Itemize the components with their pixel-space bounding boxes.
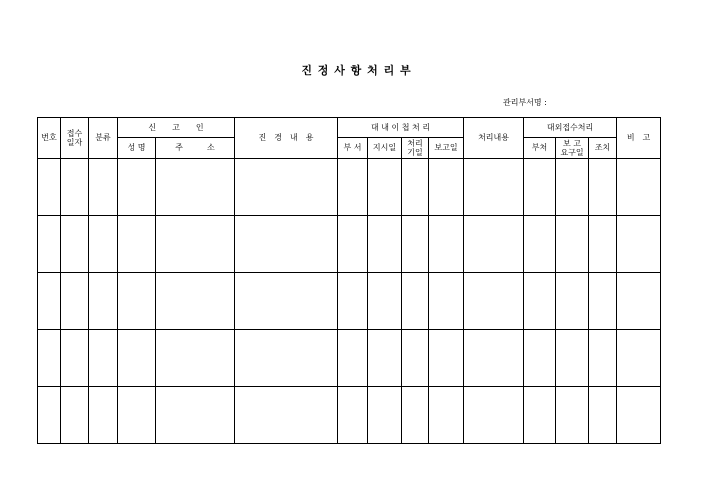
header-report-date: 보고일 [429,138,464,159]
table-cell[interactable] [235,330,338,387]
table-cell[interactable] [89,273,118,330]
header-received-date: 접수일자 [61,118,89,159]
table-cell[interactable] [589,330,617,387]
header-report-request-date: 보 고 요구일 [556,138,589,159]
table-cell[interactable] [118,273,156,330]
table-cell[interactable] [402,159,429,216]
table-cell[interactable] [617,216,661,273]
table-cell[interactable] [338,216,368,273]
table-cell[interactable] [556,159,589,216]
header-deadline: 처리기일 [402,138,429,159]
table-cell[interactable] [61,159,89,216]
table-cell[interactable] [429,387,464,444]
table-cell[interactable] [402,216,429,273]
document-title: 진 정 사 항 처 리 부 [301,64,412,77]
table-cell[interactable] [464,330,524,387]
table-cell[interactable] [89,216,118,273]
table-cell[interactable] [118,216,156,273]
table-cell[interactable] [402,387,429,444]
table-cell[interactable] [89,159,118,216]
table-cell[interactable] [617,387,661,444]
table-cell[interactable] [61,387,89,444]
header-reporter: 신 고 인 [118,118,235,138]
table-cell[interactable] [556,216,589,273]
table-row [38,330,661,387]
table-cell[interactable] [524,387,556,444]
table-cell[interactable] [429,330,464,387]
table-cell[interactable] [429,159,464,216]
table-cell[interactable] [589,273,617,330]
table-cell[interactable] [589,387,617,444]
table-cell[interactable] [556,330,589,387]
table-cell[interactable] [368,216,402,273]
table-cell[interactable] [235,387,338,444]
dept-label: 관리부서명 : [503,98,547,107]
table-cell[interactable] [524,159,556,216]
table-cell[interactable] [38,216,61,273]
header-content: 진 경 내 용 [235,118,338,159]
table-cell[interactable] [368,330,402,387]
table-cell[interactable] [524,273,556,330]
header-remarks: 비 고 [617,118,661,159]
header-action: 조치 [589,138,617,159]
table-cell[interactable] [118,159,156,216]
header-process-content: 처리내용 [464,118,524,159]
table-cell[interactable] [38,159,61,216]
table-row [38,387,661,444]
header-external-receipt: 대외접수처리 [524,118,617,138]
table-cell[interactable] [156,159,235,216]
table-cell[interactable] [235,159,338,216]
table-cell[interactable] [368,159,402,216]
table-cell[interactable] [464,387,524,444]
table-cell[interactable] [464,216,524,273]
table-cell[interactable] [589,216,617,273]
table-cell[interactable] [61,216,89,273]
table-cell[interactable] [38,330,61,387]
table-cell[interactable] [156,273,235,330]
table-cell[interactable] [61,273,89,330]
table-cell[interactable] [89,387,118,444]
table-cell[interactable] [589,159,617,216]
table-row [38,273,661,330]
table-cell[interactable] [338,159,368,216]
table-cell[interactable] [118,330,156,387]
header-internal-transfer: 대 내 이 첩 처 리 [338,118,464,138]
table-cell[interactable] [156,330,235,387]
table-cell[interactable] [617,330,661,387]
table-cell[interactable] [402,273,429,330]
table-cell[interactable] [524,216,556,273]
header-address: 주 소 [156,138,235,159]
table-cell[interactable] [338,273,368,330]
table-cell[interactable] [617,273,661,330]
table-cell[interactable] [368,273,402,330]
header-no: 번호 [38,118,61,159]
table-cell[interactable] [118,387,156,444]
header-name: 성 명 [118,138,156,159]
header-agency: 부처 [524,138,556,159]
table-cell[interactable] [402,330,429,387]
table-cell[interactable] [156,216,235,273]
table-cell[interactable] [617,159,661,216]
table-cell[interactable] [235,216,338,273]
table-cell[interactable] [338,330,368,387]
table-cell[interactable] [368,387,402,444]
header-category: 분류 [89,118,118,159]
table-row [38,216,661,273]
table-cell[interactable] [556,387,589,444]
table-cell[interactable] [429,216,464,273]
petition-log-table [37,117,661,444]
table-cell[interactable] [235,273,338,330]
table-cell[interactable] [429,273,464,330]
table-cell[interactable] [464,159,524,216]
table-cell[interactable] [556,273,589,330]
table-cell[interactable] [464,273,524,330]
table-cell[interactable] [156,387,235,444]
table-cell[interactable] [89,330,118,387]
table-cell[interactable] [338,387,368,444]
table-row [38,159,661,216]
header-instruction-date: 지시일 [368,138,402,159]
table-cell[interactable] [38,387,61,444]
table-cell[interactable] [61,330,89,387]
table-cell[interactable] [524,330,556,387]
table-cell[interactable] [38,273,61,330]
header-dept: 부 서 [338,138,368,159]
